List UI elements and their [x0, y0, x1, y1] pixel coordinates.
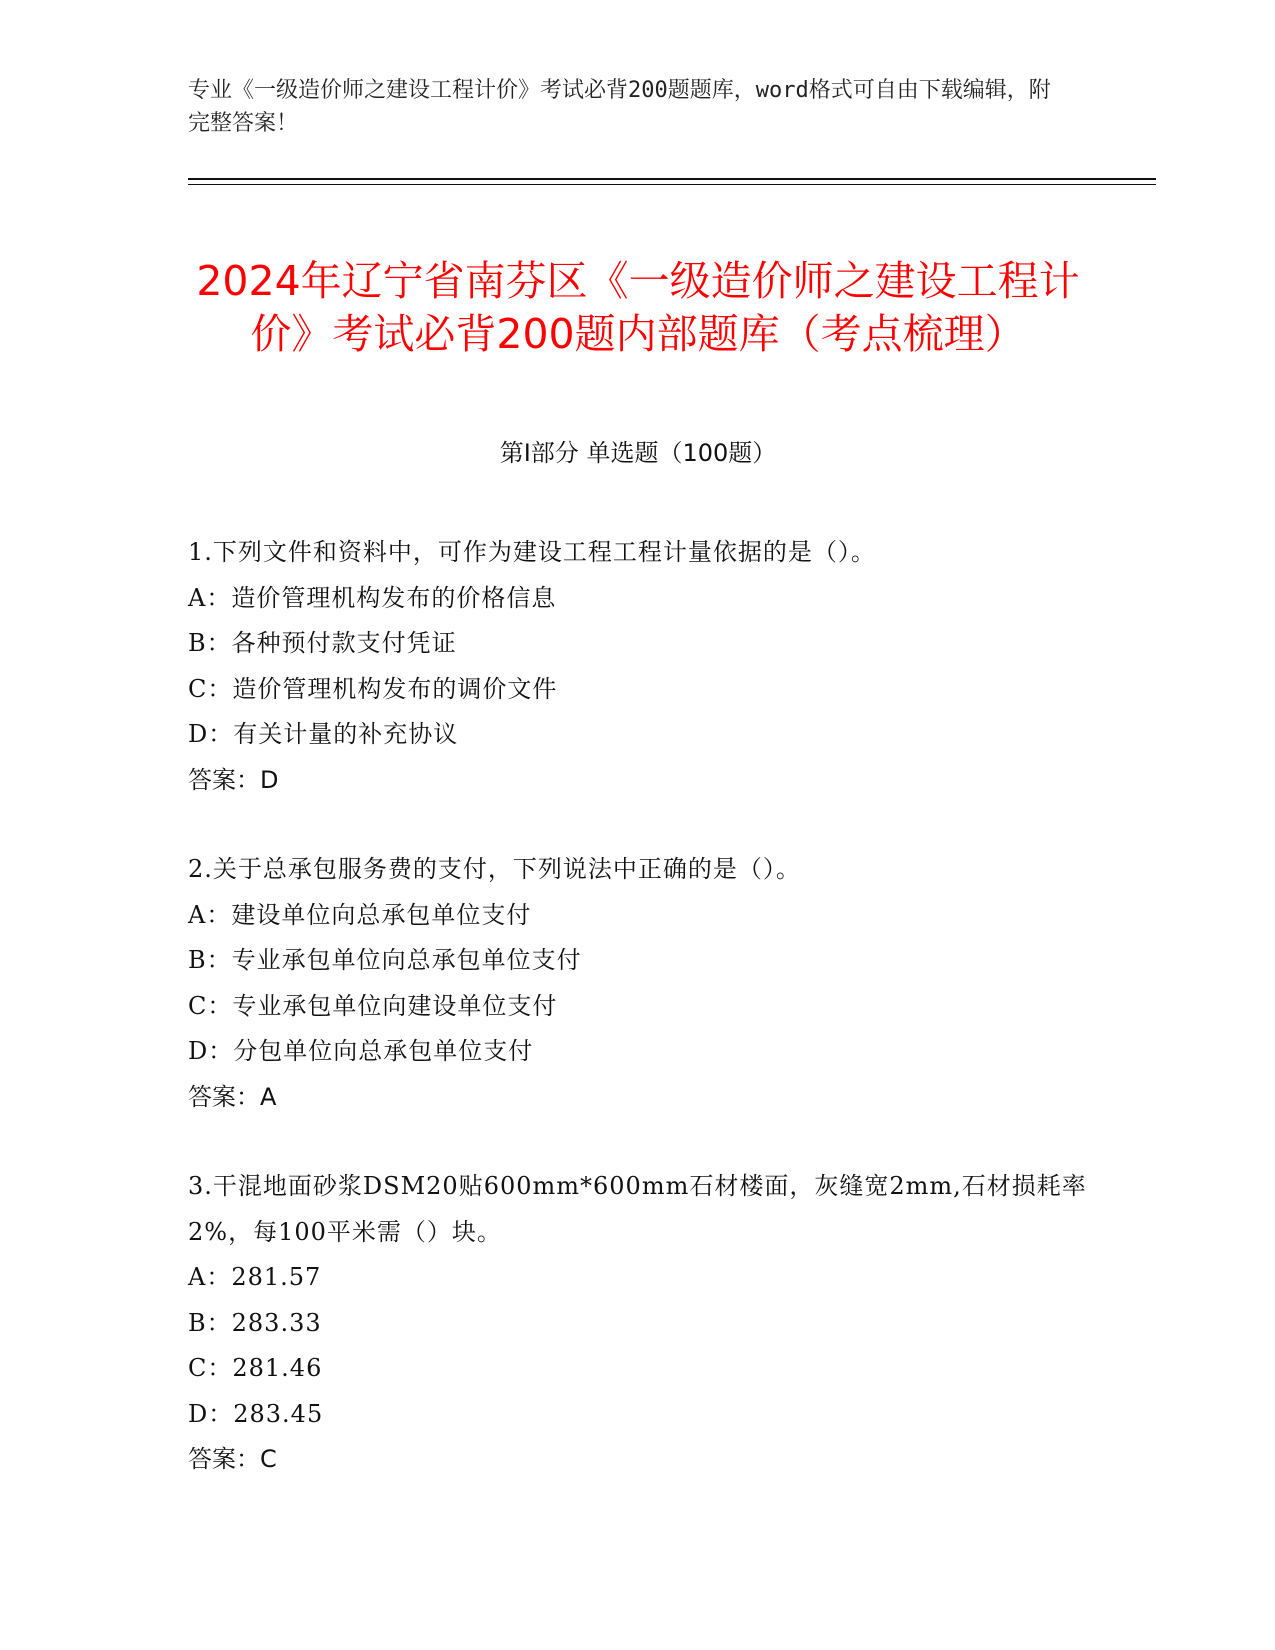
answer-line: 答案：A	[188, 1082, 277, 1111]
option-d: D：有关计量的补充协议	[188, 720, 459, 748]
option-c: C：281.46	[188, 1354, 323, 1382]
option-b: B：专业承包单位向总承包单位支付	[188, 946, 582, 974]
question-stem: 2.关于总承包服务费的支付，下列说法中正确的是（）。	[188, 855, 801, 883]
option-a: A：281.57	[188, 1263, 322, 1291]
answer-line: 答案：D	[188, 765, 279, 794]
question-item	[188, 530, 1088, 803]
option-b: B：283.33	[188, 1308, 322, 1337]
question-item	[188, 1164, 1088, 1483]
option-d: D：283.45	[188, 1399, 324, 1428]
document-title: 2024年辽宁省南芬区《一级造价师之建设工程计价》考试必背200题内部题库（考点梳理）	[196, 257, 1080, 359]
option-a: A：建设单位向总承包单位支付	[188, 900, 532, 929]
header-note: 专业《一级造价师之建设工程计价》考试必背200题题库，word格式可自由下载编辑，附完整答案！	[188, 78, 1051, 136]
question-stem: 1.下列文件和资料中，可作为建设工程工程计量依据的是（）。	[188, 538, 876, 566]
question-stem: 3.干混地面砂浆DSM20贴600mm*600mm石材楼面，灰缝宽2mm,石材损耗率2%，每100平米需（）块。	[188, 1172, 1087, 1246]
question-list	[188, 530, 1088, 1527]
option-c: C：造价管理机构发布的调价文件	[188, 674, 558, 703]
header-divider-thin	[188, 184, 1156, 185]
option-c: C：专业承包单位向建设单位支付	[188, 991, 558, 1020]
option-b: B：各种预付款支付凭证	[188, 629, 457, 657]
answer-line: 答案：C	[188, 1445, 277, 1473]
option-d: D：分包单位向总承包单位支付	[188, 1037, 534, 1065]
question-item	[188, 847, 1088, 1120]
header-divider-thick	[188, 178, 1156, 180]
section-title: 第I部分 单选题（100题）	[499, 439, 777, 467]
option-a: A：造价管理机构发布的价格信息	[188, 583, 557, 612]
